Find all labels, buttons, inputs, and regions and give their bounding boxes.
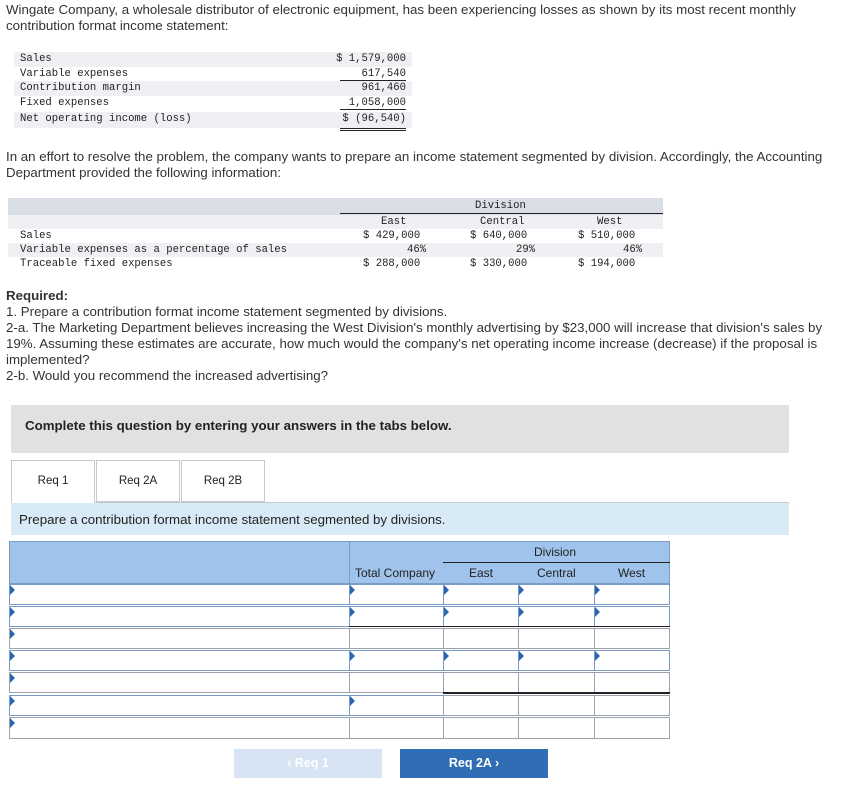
amount-cell[interactable] (349, 672, 444, 693)
amount-input[interactable] (443, 606, 519, 627)
amount-input[interactable] (518, 650, 595, 671)
subtotal-rule (349, 626, 670, 627)
col-west: West (597, 216, 623, 228)
cell: $ 330,000 (470, 258, 528, 270)
amount-cell (594, 717, 670, 739)
dropdown-marker-icon (595, 651, 600, 661)
dropdown-marker-icon (10, 718, 15, 728)
statement-label: Variable expenses (20, 67, 129, 80)
amount-cell (518, 717, 595, 739)
cell: $ 288,000 (363, 258, 421, 270)
amount-input[interactable] (349, 584, 444, 605)
instruction-text: Complete this question by entering your answers in the tabs below. (25, 418, 452, 433)
col-east: East (381, 216, 407, 228)
division-header-rule (443, 562, 670, 563)
row-label: Sales (20, 230, 52, 242)
underline (340, 109, 406, 110)
dropdown-marker-icon (10, 629, 15, 639)
prev-button[interactable] (234, 749, 382, 778)
col-central: Central (480, 216, 525, 228)
amount-cell (443, 695, 519, 716)
label-input[interactable] (9, 695, 350, 716)
dropdown-marker-icon (350, 651, 355, 661)
table-row (8, 229, 663, 243)
instruction-box (11, 405, 789, 453)
intro-text: Wingate Company, a wholesale distributor of electronic equipment, has been experiencing losses as shown by its most recent monthly contribution format income statement: (6, 2, 796, 33)
double-underline (340, 130, 406, 131)
statement-value: 961,460 (361, 82, 406, 94)
chevron-left-icon: ‹ (287, 756, 292, 770)
dropdown-marker-icon (10, 696, 15, 706)
statement-value: 617,540 (361, 67, 406, 80)
double-underline (340, 128, 406, 129)
label-cell[interactable] (9, 628, 350, 649)
amount-cell[interactable] (349, 717, 444, 739)
amount-input[interactable] (594, 606, 670, 627)
cell: $ 640,000 (470, 230, 528, 242)
tab-req-2b[interactable]: Req 2B (181, 460, 265, 502)
dropdown-marker-icon (519, 585, 524, 595)
label-input[interactable] (9, 606, 350, 627)
amount-cell (443, 717, 519, 739)
dropdown-marker-icon (444, 651, 449, 661)
statement-label: Sales (20, 53, 52, 65)
dropdown-marker-icon (350, 607, 355, 617)
amount-input[interactable] (594, 584, 670, 605)
dropdown-marker-icon (10, 585, 15, 595)
cell: $ 429,000 (363, 230, 421, 242)
cell: 46% (623, 244, 643, 256)
dropdown-marker-icon (519, 651, 524, 661)
dropdown-marker-icon (10, 651, 15, 661)
amount-input[interactable] (443, 584, 519, 605)
grid-division-header: Division (534, 545, 577, 559)
amount-cell (518, 695, 595, 716)
statement-value: $ (96,540) (342, 113, 406, 125)
required-item-2a: 2-a. The Marketing Department believes increasing the West Division's monthly advertising by $23,000 will increase that division's sales by 19%. Assuming these estimates are accurate, how much would the company's net operating income increase (decrease) if the proposal is implemented? (6, 320, 823, 367)
statement-label: Fixed expenses (20, 96, 110, 109)
statement-label: Net operating income (loss) (20, 113, 192, 125)
dropdown-marker-icon (10, 673, 15, 683)
header-rule (340, 213, 663, 214)
label-input[interactable] (9, 584, 350, 605)
chevron-right-icon: › (494, 756, 500, 770)
amount-cell[interactable] (518, 672, 595, 693)
amount-cell[interactable] (518, 628, 595, 649)
grid-col-east: East (469, 566, 494, 580)
cell: $ 194,000 (578, 258, 636, 270)
cell: $ 510,000 (578, 230, 636, 242)
amount-input[interactable] (518, 584, 595, 605)
cell: 46% (407, 244, 427, 256)
segment-margin-rule (443, 692, 670, 694)
amount-cell[interactable] (443, 672, 519, 693)
required-section (6, 288, 856, 384)
amount-input[interactable] (349, 695, 444, 716)
statement-value: 1,058,000 (348, 96, 406, 109)
statement-row (14, 52, 412, 67)
label-cell[interactable] (9, 672, 350, 693)
grid-col-west: West (618, 566, 646, 580)
dropdown-marker-icon (350, 696, 355, 706)
amount-input[interactable] (443, 650, 519, 671)
amount-input[interactable] (349, 650, 444, 671)
next-button[interactable] (400, 749, 548, 778)
statement-row (14, 67, 412, 82)
statement-row (14, 81, 412, 96)
prev-button-label: Req 1 (294, 756, 329, 770)
division-group-header: Division (475, 200, 526, 212)
dropdown-marker-icon (595, 607, 600, 617)
amount-cell[interactable] (349, 628, 444, 649)
tab-req-1[interactable]: Req 1 (11, 460, 95, 503)
required-item-1: 1. Prepare a contribution format income statement segmented by divisions. (6, 304, 448, 319)
tab-prompt: Prepare a contribution format income statement segmented by divisions. (19, 512, 446, 527)
statement-value: $ 1,579,000 (336, 53, 406, 65)
amount-cell[interactable] (594, 628, 670, 649)
next-button-label: Req 2A (448, 756, 492, 770)
dropdown-marker-icon (350, 585, 355, 595)
row-label: Variable expenses as a percentage of sales (20, 244, 288, 256)
label-cell[interactable] (9, 717, 350, 739)
tab-req-2a[interactable]: Req 2A (96, 460, 180, 502)
label-input[interactable] (9, 650, 350, 671)
dropdown-marker-icon (444, 607, 449, 617)
tab-panel-header (11, 503, 789, 535)
amount-cell[interactable] (594, 672, 670, 693)
grid-col-total: Total Company (355, 566, 436, 580)
row-label: Traceable fixed expenses (20, 258, 173, 270)
grid-divider (349, 541, 350, 584)
amount-input[interactable] (349, 606, 444, 627)
amount-input[interactable] (518, 606, 595, 627)
statement-row (14, 96, 412, 111)
statement-label: Contribution margin (20, 82, 141, 94)
dropdown-marker-icon (519, 607, 524, 617)
statement-row (14, 112, 412, 128)
dropdown-marker-icon (444, 585, 449, 595)
amount-cell (594, 695, 670, 716)
column-header-row (8, 215, 663, 229)
effort-text: In an effort to resolve the problem, the company wants to prepare an income statement segmented by division. Accordingly, the Accounting Department provided the following information: (6, 149, 823, 180)
cell: 29% (516, 244, 536, 256)
required-heading: Required: (6, 288, 69, 303)
amount-cell[interactable] (443, 628, 519, 649)
amount-input[interactable] (594, 650, 670, 671)
dropdown-marker-icon (595, 585, 600, 595)
required-item-2b: 2-b. Would you recommend the increased advertising? (6, 368, 329, 383)
grid-col-central: Central (537, 566, 576, 580)
dropdown-marker-icon (10, 607, 15, 617)
